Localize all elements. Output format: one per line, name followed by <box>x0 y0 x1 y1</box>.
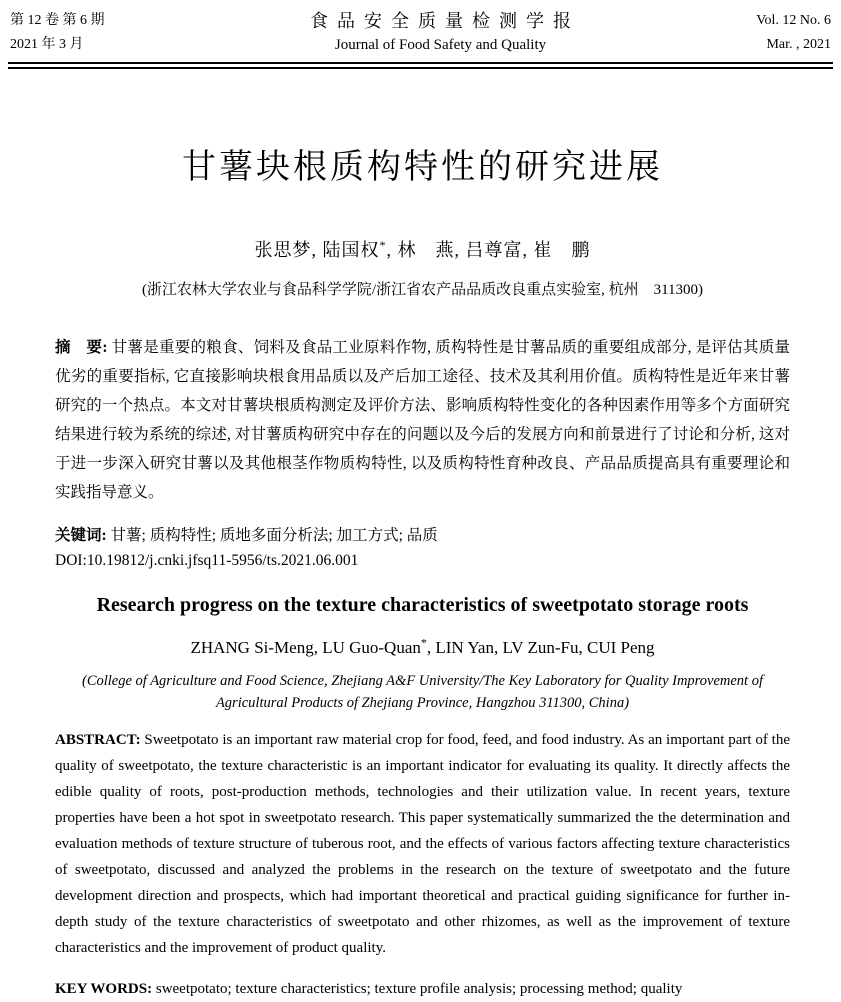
header-right <box>681 9 831 57</box>
header-volume-issue: 第 12 卷 第 6 期 <box>10 13 105 28</box>
abstract-zh-text: 甘薯是重要的粮食、饲料及食品工业原料作物, 质构特性是甘薯品质的重要组成部分, 是评估其质量优劣的重要指标, 它直接影响块根食用品质以及产后加工途径、技术及其利用价值。质构特性是近年来甘薯研究的一个热点。本文对甘薯块根质构测定及评价方法、影响质构特性变化的各种因素作用等多个方面研究结果进行较为系统的综述, 对甘薯质构研究中存在的问题以及今后的发展方向和前景进行了讨论和分析, 这对于进一步深入研究甘薯以及其他根茎作物质构特性, 以及质构特性育种改良、产品品质提高具有重要理论和实践指导意义。 <box>55 339 790 501</box>
header-issue-date-zh: 2021 年 3 月 <box>10 37 84 52</box>
authors-en-part2: , LIN Yan, LV Zun-Fu, CUI Peng <box>426 637 655 657</box>
authors-en-part1: ZHANG Si-Meng, LU Guo-Quan <box>190 637 421 657</box>
keywords-en-text: sweetpotato; texture characteristics; texture profile analysis; processing method; quality <box>155 980 683 997</box>
keywords-en-label: KEY WORDS: <box>55 980 153 997</box>
header-left <box>10 9 200 57</box>
keywords-zh-line <box>55 523 790 548</box>
authors-zh <box>55 236 790 262</box>
affiliation-zh: (浙江农林大学农业与食品科学学院/浙江省农产品品质改良重点实验室, 杭州 311300) <box>141 282 704 298</box>
authors-zh-part2: , 林 燕, 吕尊富, 崔 鹏 <box>386 240 591 260</box>
keywords-en-line <box>55 976 790 1002</box>
journal-title-en: Journal of Food Safety and Quality <box>334 37 547 53</box>
corresponding-author-asterisk: * <box>379 238 387 252</box>
corresponding-author-asterisk-en: * <box>420 634 427 649</box>
abstract-zh-label: 摘 要: <box>55 339 108 356</box>
authors-zh-part1: 张思梦, 陆国权 <box>254 240 380 260</box>
article-title-zh: 甘薯块根质构特性的研究进展 <box>182 149 663 186</box>
header-double-rule <box>8 62 833 69</box>
journal-header <box>0 0 841 57</box>
header-vol-no-en: Vol. 12 No. 6 <box>756 13 831 28</box>
affiliation-en-line1: (College of Agriculture and Food Science, Zhejiang A&F University/The Key Laboratory for Quality Improvement of <box>82 672 763 689</box>
authors-en <box>55 634 790 658</box>
journal-title-zh: 食品安全质量检测学报 <box>310 11 580 31</box>
article-body <box>55 139 790 1002</box>
abstract-en-text: Sweetpotato is an important raw material crop for food, feed, and food industry. As an important part of the quality of sweetpotato, the texture characteristic is an important indicator for evaluating its quality. It directly affects the edible quality of roots, post-production methods, technologies and their utilization value. In recent years, texture properties have been a hot spot in sweetpotato research. This paper systematically summarized the the determination and evaluation methods of texture structure of tuberous root, and the effects of various factors affecting texture characteristics of sweetpotato, discussed and analyzed the problems in the research on the texture of sweetpotato and the future development direction and prospects, which had important theoretical and practical guiding significance for further in-depth study of the texture characteristics of sweetpotato and other rhizomes, as well as the improvement of texture characteristics and the improvement of product quality. <box>55 731 790 956</box>
header-center <box>200 9 681 57</box>
abstract-en-label: ABSTRACT: <box>55 731 141 748</box>
keywords-zh-label: 关键词: <box>55 526 107 544</box>
article-title-en: Research progress on the texture characteristics of sweetpotato storage roots <box>96 593 749 616</box>
doi-line: DOI:10.19812/j.cnki.jfsq11-5956/ts.2021.06.001 <box>55 551 359 569</box>
affiliation-en-line2: Agricultural Products of Zhejiang Province, Hangzhou 311300, China) <box>215 694 630 711</box>
keywords-zh-text: 甘薯; 质构特性; 质地多面分析法; 加工方式; 品质 <box>110 526 438 544</box>
abstract-en <box>55 727 790 961</box>
affiliation-en <box>55 670 790 714</box>
header-issue-date-en: Mar. , 2021 <box>766 37 831 52</box>
abstract-zh <box>55 333 790 507</box>
